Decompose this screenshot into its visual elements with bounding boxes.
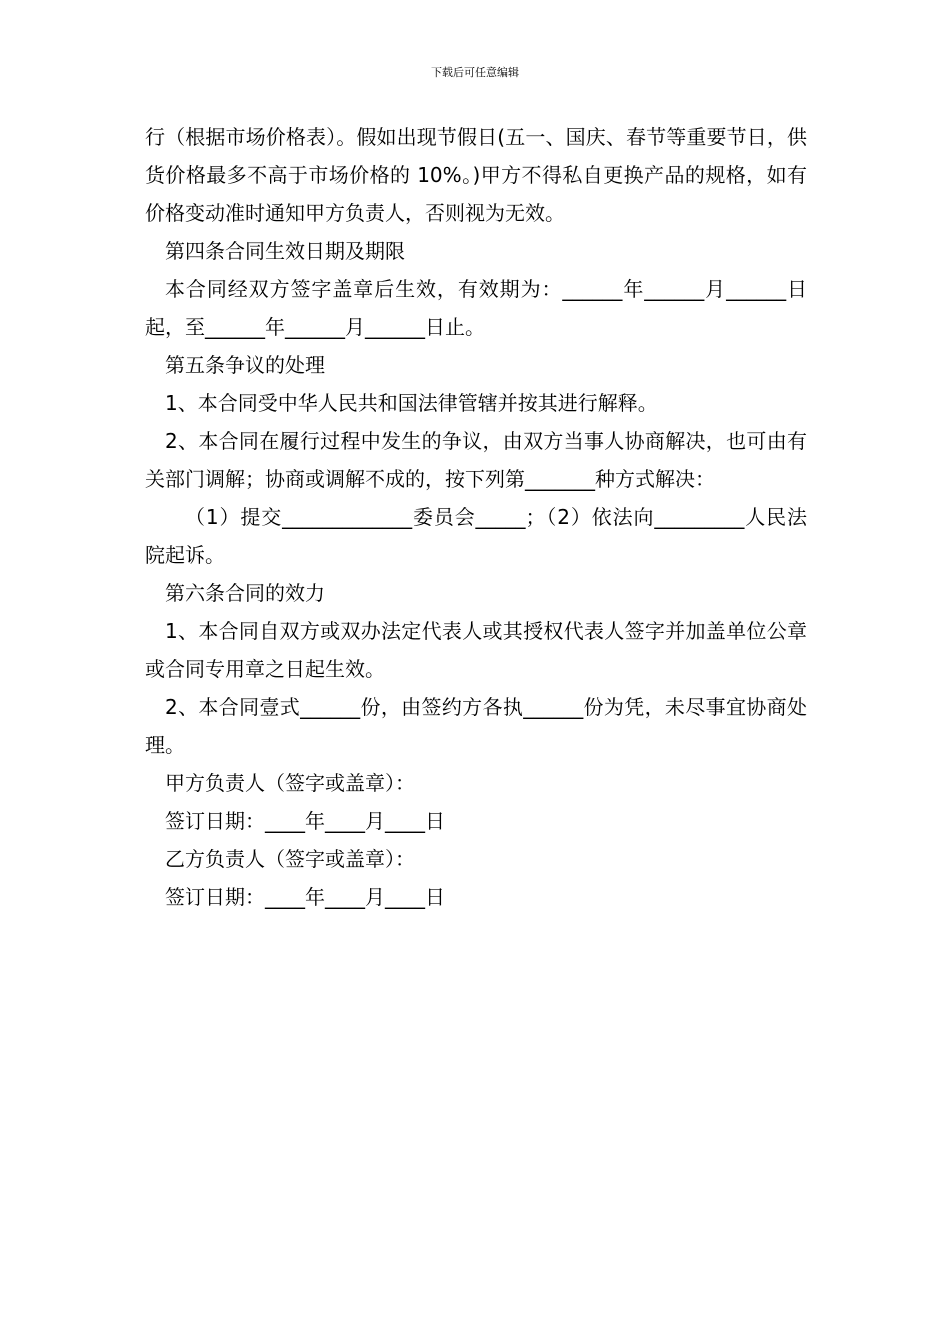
paragraph-effect-1: 1、本合同自双方或双办法定代表人或其授权代表人签字并加盖单位公章或合同专用章之日起生效。 <box>145 619 807 681</box>
paragraph-dispute-1: 1、本合同受中华人民共和国法律管辖并按其进行解释。 <box>165 391 658 415</box>
party-b-date-line: 签订日期：____年____月____日 <box>165 885 445 909</box>
paragraph-price-terms: 行（根据市场价格表）。假如出现节假日(五一、国庆、春节等重要节日，供货价格最多不高于市场价格的 10%。)甲方不得私自更换产品的规格，如有价格变动准时通知甲方负责人，否则视为无效。 <box>145 125 807 225</box>
paragraph-effect-2: 2、本合同壹式______份，由签约方各执______份为凭，未尽事宜协商处理。 <box>145 695 807 757</box>
document-body <box>145 118 807 916</box>
party-b-signature-line: 乙方负责人（签字或盖章）： <box>165 847 415 871</box>
page-header: 下载后可任意编辑 <box>431 66 519 79</box>
party-a-signature-line: 甲方负责人（签字或盖章）： <box>165 771 415 795</box>
paragraph-validity-period: 本合同经双方签字盖章后生效，有效期为：______年______月______日起，至______年______月______日止。 <box>145 277 807 339</box>
paragraph-dispute-2: 2、本合同在履行过程中发生的争议，由双方当事人协商解决，也可由有关部门调解；协商或调解不成的，按下列第_______种方式解决： <box>145 429 807 491</box>
article-4-heading: 第四条合同生效日期及期限 <box>165 239 405 263</box>
paragraph-dispute-options: （1）提交_____________委员会_____；（2）依法向_________人民法院起诉。 <box>145 505 807 567</box>
party-a-date-line: 签订日期：____年____月____日 <box>165 809 445 833</box>
article-6-heading: 第六条合同的效力 <box>165 581 325 605</box>
article-5-heading: 第五条争议的处理 <box>165 353 325 377</box>
